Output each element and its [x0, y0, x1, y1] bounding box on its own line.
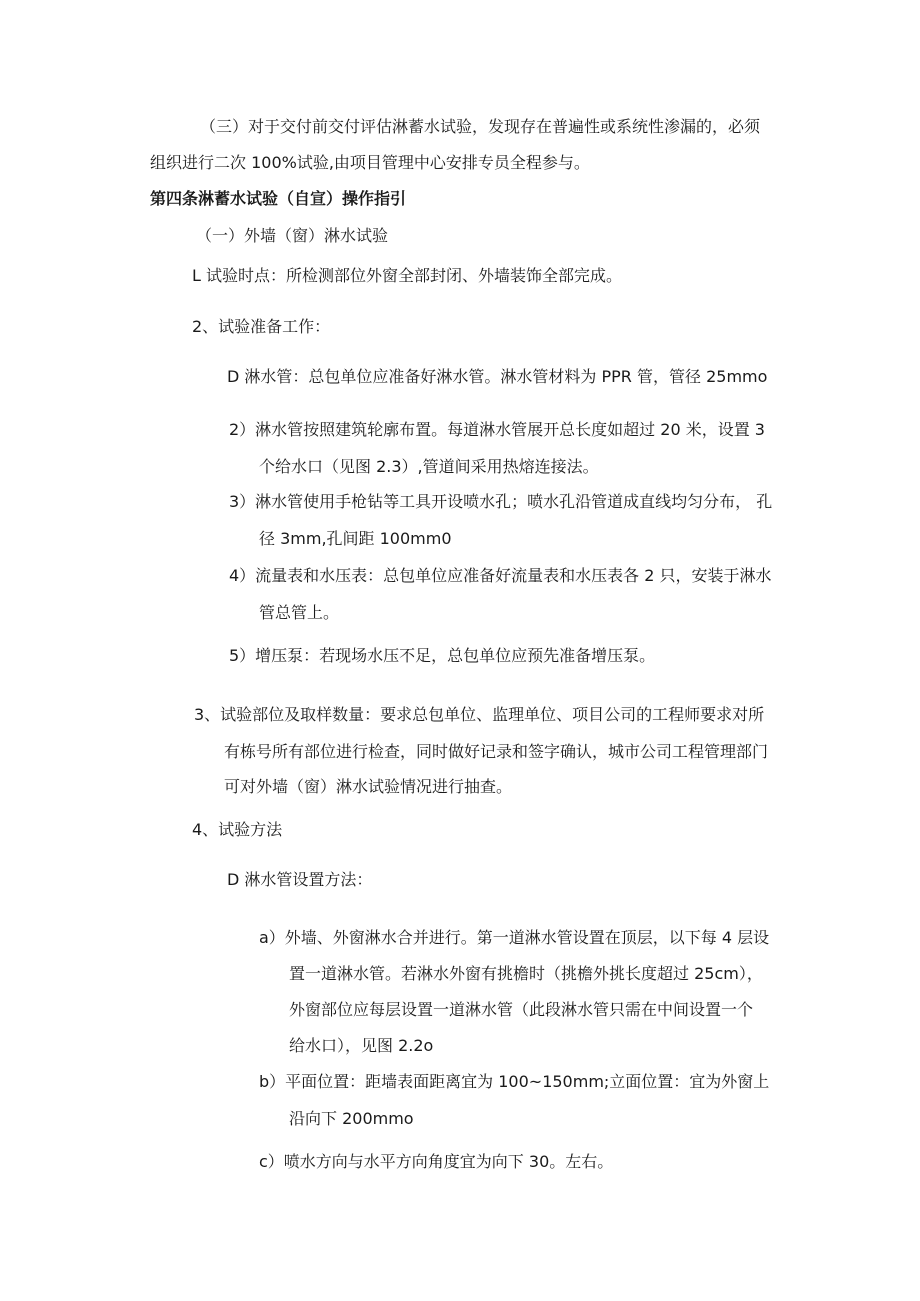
b-line2: 沿向下 200mmo: [289, 1109, 414, 1128]
prep5: 5）增压泵：若现场水压不足，总包单位应预先准备增压泵。: [229, 646, 656, 665]
a-line3: 外窗部位应每层设置一道淋水管（此段淋水管只需在中间设置一个: [289, 1000, 754, 1019]
item3-line1: （三）对于交付前交付评估淋蓄水试验，发现存在普遍性或系统性渗漏的，必须: [200, 117, 761, 136]
point3-line1: 3、试验部位及取样数量：要求总包单位、监理单位、项目公司的工程师要求对所: [194, 705, 765, 724]
prep1: D 淋水管：总包单位应准备好淋水管。淋水管材料为 PPR 管，管径 25mmo: [227, 367, 768, 386]
a-line4: 给水口），见图 2.2o: [289, 1036, 434, 1055]
point4: 4、试验方法: [192, 820, 283, 839]
prep3-line2: 径 3mm,孔间距 100mm0: [259, 529, 452, 548]
article4-heading: 第四条淋蓄水试验（自宣）操作指引: [150, 189, 407, 208]
c-line1: c）喷水方向与水平方向角度宜为向下 30。左右。: [259, 1152, 614, 1171]
a-line1: a）外墙、外窗淋水合并进行。第一道淋水管设置在顶层，以下每 4 层设: [259, 928, 770, 947]
prep2-line2: 个给水口（见图 2.3）,管道间采用热熔连接法。: [259, 457, 599, 476]
sub1-heading: （一）外墙（窗）淋水试验: [196, 226, 389, 245]
point3-line2: 有栋号所有部位进行检查，同时做好记录和签字确认，城市公司工程管理部门: [224, 742, 769, 761]
point2: 2、试验准备工作：: [192, 317, 331, 336]
item3-line2: 组织进行二次 100%试验,由项目管理中心安排专员全程参与。: [150, 153, 590, 172]
prep2-line1: 2）淋水管按照建筑轮廓布置。每道淋水管展开总长度如超过 20 米，设置 3: [229, 420, 765, 439]
point1: L 试验时点：所检测部位外窗全部封闭、外墙装饰全部完成。: [192, 266, 623, 285]
prep3-line1: 3）淋水管使用手枪钻等工具开设喷水孔；喷水孔沿管道成直线均匀分布， 孔: [229, 492, 773, 511]
a-line2: 置一道淋水管。若淋水外窗有挑檐时（挑檐外挑长度超过 25cm），: [289, 964, 763, 983]
prep4-line2: 管总管上。: [259, 603, 340, 622]
b-line1: b）平面位置：距墙表面距离宜为 100~150mm;立面位置：宜为外窗上: [259, 1072, 770, 1091]
method1: D 淋水管设置方法：: [227, 870, 373, 889]
prep4-line1: 4）流量表和水压表：总包单位应准备好流量表和水压表各 2 只，安装于淋水: [229, 566, 772, 585]
point3-line3: 可对外墙（窗）淋水试验情况进行抽查。: [224, 777, 513, 796]
